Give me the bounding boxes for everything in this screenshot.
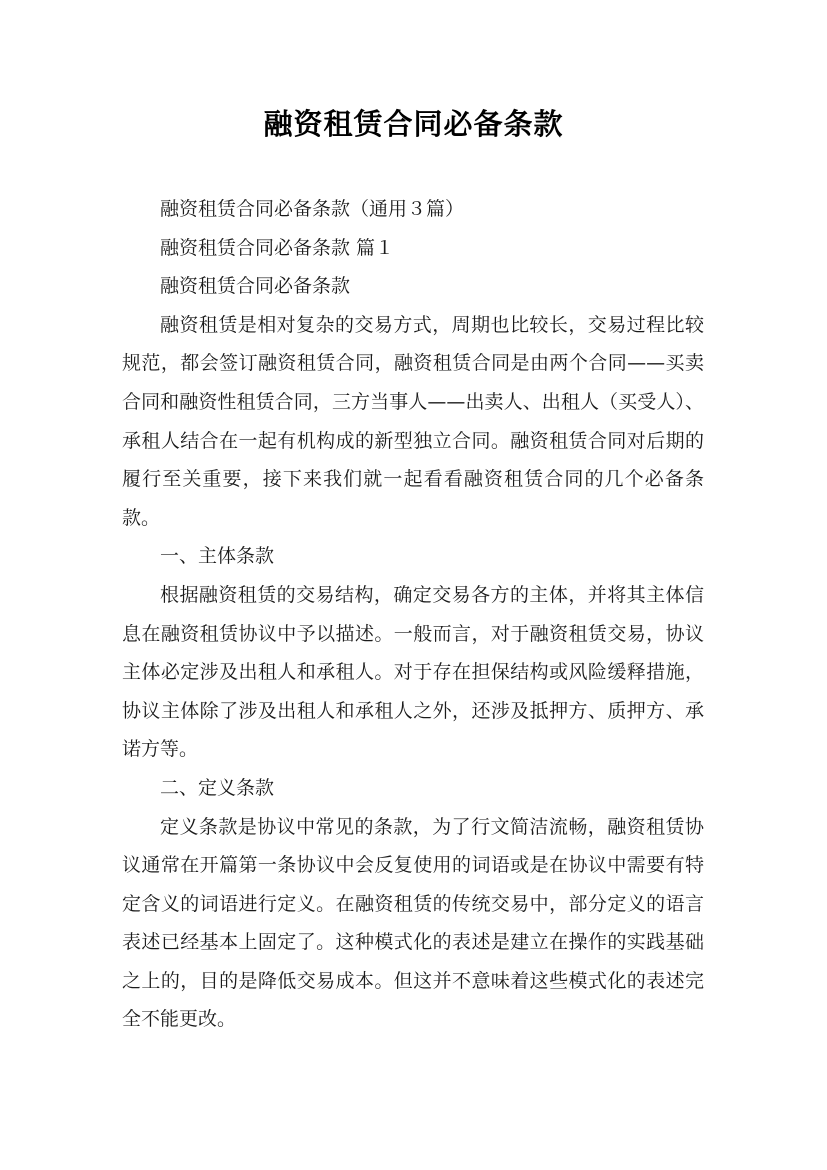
paragraph-section-title: 融资租赁合同必备条款: [160, 275, 351, 298]
document-title: 融资租赁合同必备条款: [263, 107, 564, 141]
paragraph-definition-clause: 定义条款是协议中常见的条款，为了行文简洁流畅，融资租赁协议通常在开篇第一条协议中会反复使用的词语或是在协议中需要有特定含义的词语进行定义。在融资租赁的传统交易中，部分定义的语言表述已经基本上固定了。这种模式化的表述是建立在操作的实践基础之上的，目的是降低交易成本。但这并不意味着这些模式化的表述完全不能更改。: [122, 815, 704, 1031]
paragraph-subtitle: 融资租赁合同必备条款（通用３篇）: [160, 198, 465, 220]
paragraph-heading-subject-clause: 一、主体条款: [160, 545, 275, 568]
paragraph-intro: 融资租赁是相对复杂的交易方式，周期也比较长，交易过程比较规范，都会签订融资租赁合同，融资租赁合同是由两个合同——买卖合同和融资性租赁合同，三方当事人——出卖人、出租人（买受人）、承租人结合在一起有机构成的新型独立合同。融资租赁合同对后期的履行至关重要，接下来我们就一起看看融资租赁合同的几个必备条款。: [122, 313, 704, 529]
paragraph-heading-definition-clause: 二、定义条款: [160, 776, 275, 799]
paragraph-subject-clause: 根据融资租赁的交易结构，确定交易各方的主体，并将其主体信息在融资租赁协议中予以描述。一般而言，对于融资租赁交易，协议主体必定涉及出租人和承租人。对于存在担保结构或风险缓释措施，协议主体除了涉及出租人和承租人之外，还涉及抵押方、质押方、承诺方等。: [122, 583, 704, 761]
document-body: [122, 190, 704, 1039]
paragraph-section-heading: 融资租赁合同必备条款 篇１: [160, 236, 395, 259]
